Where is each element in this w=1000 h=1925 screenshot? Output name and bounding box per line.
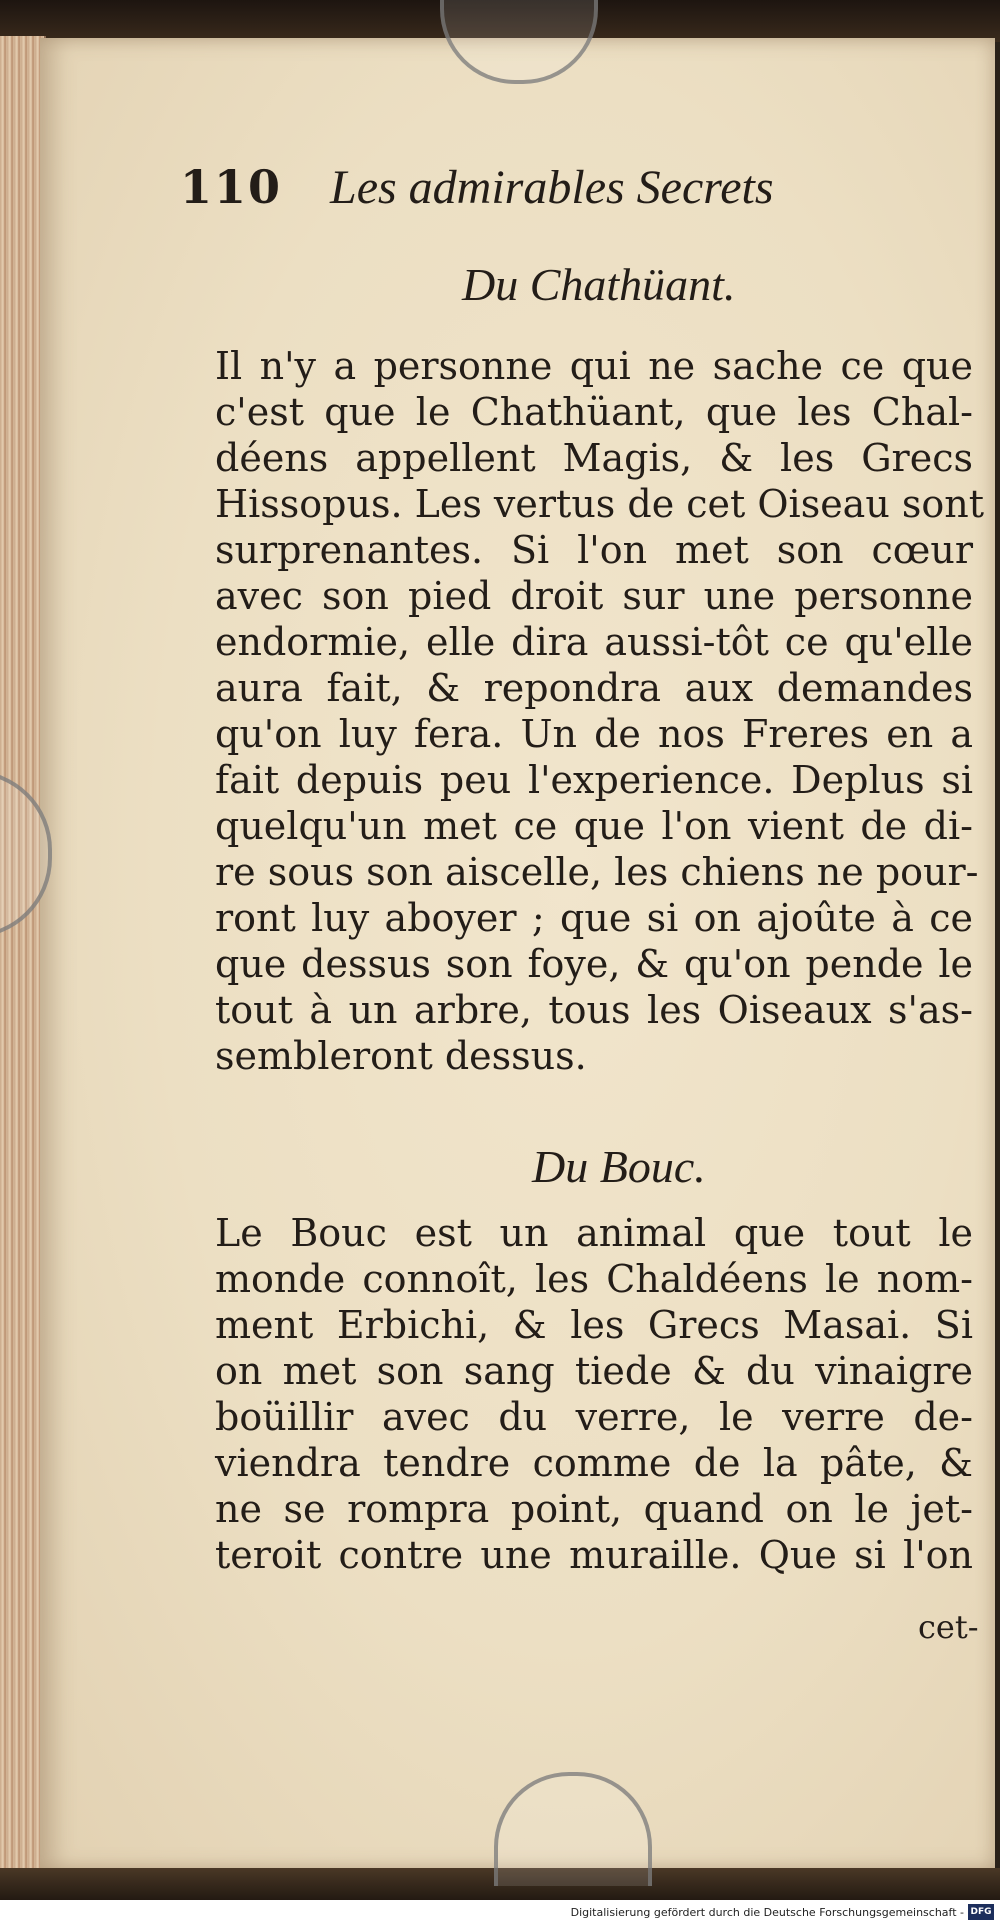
text-line: sembleront dessus. — [215, 1034, 587, 1078]
text-line: Hissopus. Les vertus de cet Oiseau sont — [215, 482, 985, 526]
text-line: re sous son aiscelle, les chiens ne pour- — [215, 850, 979, 894]
paragraph-bouc — [215, 1210, 973, 1578]
text-line: monde connoît, les Chaldéens le nom- — [215, 1257, 973, 1301]
text-line: que dessus son foye, & qu'on pende le — [215, 942, 973, 986]
running-title: Les admirables Secrets — [330, 161, 774, 214]
running-head — [180, 160, 774, 215]
text-line: avec son pied droit sur une personne — [215, 574, 973, 618]
page-number: 110 — [180, 160, 283, 214]
text-line: endormie, elle dira aussi-tôt ce qu'elle — [215, 620, 973, 664]
footer-bar — [0, 1900, 1000, 1925]
text-line: Le Bouc est un animal que tout le — [215, 1211, 973, 1255]
text-line: aura fait, & repondra aux demandes — [215, 666, 973, 710]
catchword: cet- — [918, 1608, 979, 1646]
dfg-logo: DFG — [968, 1904, 994, 1920]
text-line: ront luy aboyer ; que si on ajoûte à ce — [215, 896, 973, 940]
text-line: boüillir avec du verre, le verre de- — [215, 1395, 973, 1439]
text-line: c'est que le Chathüant, que les Chal- — [215, 390, 973, 434]
text-line: quelqu'un met ce que l'on vient de di- — [215, 804, 973, 848]
footer-credit: Digitalisierung gefördert durch die Deutsche Forschungsgemeinschaft - — [570, 1906, 964, 1919]
paragraph-chathuant — [215, 343, 985, 1079]
text-line: Il n'y a personne qui ne sache ce que — [215, 344, 973, 388]
text-line: on met son sang tiede & du vinaigre — [215, 1349, 973, 1393]
text-line: teroit contre une muraille. Que si l'on — [215, 1533, 973, 1577]
text-line: ne se rompra point, quand on le jet- — [215, 1487, 973, 1531]
section-title-chathuant: Du Chathüant. — [462, 259, 736, 310]
text-line: surprenantes. Si l'on met son cœur — [215, 528, 973, 572]
section-title-bouc: Du Bouc. — [532, 1141, 706, 1192]
text-line: qu'on luy fera. Un de nos Freres en a — [215, 712, 973, 756]
text-line: viendra tendre comme de la pâte, & — [215, 1441, 973, 1485]
text-line: ment Erbichi, & les Grecs Masai. Si — [215, 1303, 973, 1347]
text-line: fait depuis peu l'experience. Deplus si — [215, 758, 973, 802]
text-line: tout à un arbre, tous les Oiseaux s'as- — [215, 988, 973, 1032]
text-line: déens appellent Magis, & les Grecs — [215, 436, 973, 480]
